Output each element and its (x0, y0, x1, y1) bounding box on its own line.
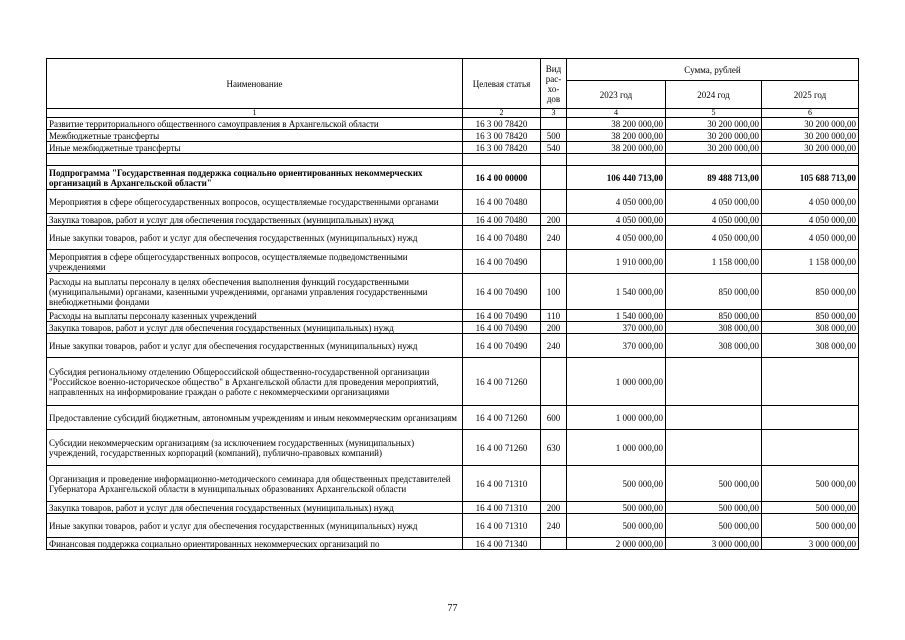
row-vid (541, 118, 567, 130)
row-vid (541, 358, 567, 406)
row-sum-2025 (762, 406, 859, 430)
row-code: 16 4 00 71340 (463, 538, 541, 550)
header-row-1 (47, 59, 859, 81)
table-row (47, 274, 859, 310)
row-name: Иные закупки товаров, работ и услуг для обеспечения государственных (муниципальных) нужд (47, 514, 463, 538)
row-sum-2025: 500 000,00 (762, 502, 859, 514)
row-name: Мероприятия в сфере общегосударственных вопросов, осуществляемые государственными органами (47, 190, 463, 214)
row-sum-2025: 308 000,00 (762, 334, 859, 358)
row-sum-2023: 1 910 000,00 (567, 250, 666, 274)
row-sum-2023: 370 000,00 (567, 334, 666, 358)
row-code: 16 3 00 78420 (463, 118, 541, 130)
row-sum-2023: 4 050 000,00 (567, 190, 666, 214)
row-vid (541, 190, 567, 214)
table-row (47, 514, 859, 538)
table-row (47, 310, 859, 322)
row-sum-2024: 30 200 000,00 (666, 142, 762, 154)
row-sum-2024: 500 000,00 (666, 466, 762, 502)
row-sum-2023: 38 200 000,00 (567, 118, 666, 130)
row-sum-2023: 38 200 000,00 (567, 142, 666, 154)
row-vid: 200 (541, 502, 567, 514)
row-sum-2024: 500 000,00 (666, 514, 762, 538)
row-name: Расходы на выплаты персоналу в целях обеспечения выполнения функций государственными (муниципальными) органами, казенными учреждениями, органами управления государственными внебюджетными фондами (47, 274, 463, 310)
table-row (47, 430, 859, 466)
row-sum-2025 (762, 430, 859, 466)
table-row (47, 358, 859, 406)
spacer-row (47, 154, 859, 166)
row-sum-2023: 1 540 000,00 (567, 274, 666, 310)
row-sum-2024 (666, 430, 762, 466)
col-index: 6 (762, 109, 859, 118)
col-header-vid: Вид рас- хо- дов (541, 59, 567, 109)
row-sum-2023: 370 000,00 (567, 322, 666, 334)
column-index-row (47, 109, 859, 118)
budget-table (46, 58, 859, 550)
table-row (47, 118, 859, 130)
row-sum-2024: 500 000,00 (666, 502, 762, 514)
table-row (47, 250, 859, 274)
col-index: 3 (541, 109, 567, 118)
row-code: 16 4 00 70480 (463, 214, 541, 226)
table-row (47, 466, 859, 502)
row-code: 16 4 00 71310 (463, 466, 541, 502)
row-sum-2025 (762, 358, 859, 406)
row-sum-2025: 850 000,00 (762, 274, 859, 310)
row-sum-2025: 1 158 000,00 (762, 250, 859, 274)
row-sum-2024: 3 000 000,00 (666, 538, 762, 550)
row-vid: 110 (541, 310, 567, 322)
row-name: Закупка товаров, работ и услуг для обеспечения государственных (муниципальных) нужд (47, 214, 463, 226)
row-sum-2024 (666, 358, 762, 406)
row-vid: 240 (541, 514, 567, 538)
row-vid: 100 (541, 274, 567, 310)
row-vid: 240 (541, 226, 567, 250)
row-sum-2024: 308 000,00 (666, 322, 762, 334)
row-name: Иные закупки товаров, работ и услуг для обеспечения государственных (муниципальных) нужд (47, 226, 463, 250)
row-code: 16 3 00 78420 (463, 130, 541, 142)
row-name: Субсидии некоммерческим организациям (за исключением государственных (муниципальных) учреждений, государственных корпораций (компаний), публично-правовых компаний) (47, 430, 463, 466)
table-row (47, 226, 859, 250)
row-sum-2023: 500 000,00 (567, 466, 666, 502)
row-code: 16 4 00 70490 (463, 310, 541, 322)
row-code: 16 4 00 70490 (463, 322, 541, 334)
table-row (47, 334, 859, 358)
row-sum-2024 (666, 406, 762, 430)
row-name: Развитие территориального общественного самоуправления в Архангельской области (47, 118, 463, 130)
row-sum-2023: 2 000 000,00 (567, 538, 666, 550)
row-sum-2024: 850 000,00 (666, 310, 762, 322)
row-sum-2025: 3 000 000,00 (762, 538, 859, 550)
row-code: 16 4 00 71260 (463, 358, 541, 406)
col-index: 2 (463, 109, 541, 118)
row-vid (541, 538, 567, 550)
row-sum-2025: 30 200 000,00 (762, 130, 859, 142)
row-name: Организация и проведение информационно-методического семинара для общественных представителей Губернатора Архангельской области в муниципальных образованиях Архангельской области (47, 466, 463, 502)
row-sum-2025: 500 000,00 (762, 466, 859, 502)
table-row (47, 190, 859, 214)
col-header-target: Целевая статья (463, 59, 541, 109)
row-name: Расходы на выплаты персоналу казенных учреждений (47, 310, 463, 322)
row-sum-2025: 850 000,00 (762, 310, 859, 322)
row-sum-2025: 30 200 000,00 (762, 142, 859, 154)
row-vid (541, 250, 567, 274)
row-vid: 630 (541, 430, 567, 466)
row-sum-2024: 4 050 000,00 (666, 214, 762, 226)
table-row (47, 538, 859, 550)
row-code: 16 4 00 70480 (463, 190, 541, 214)
row-sum-2023: 1 540 000,00 (567, 310, 666, 322)
table-row (47, 142, 859, 154)
row-sum-2024: 308 000,00 (666, 334, 762, 358)
row-vid (541, 166, 567, 190)
row-code: 16 4 00 71260 (463, 430, 541, 466)
row-vid: 200 (541, 214, 567, 226)
col-header-name: Наименование (47, 59, 463, 109)
row-sum-2025: 4 050 000,00 (762, 190, 859, 214)
col-index: 1 (47, 109, 463, 118)
row-vid: 600 (541, 406, 567, 430)
row-sum-2025: 4 050 000,00 (762, 214, 859, 226)
row-code: 16 4 00 70490 (463, 250, 541, 274)
col-header-2025: 2025 год (762, 81, 859, 109)
row-name: Предоставление субсидий бюджетным, автономным учреждениям и иным некоммерческим организациям (47, 406, 463, 430)
row-vid: 540 (541, 142, 567, 154)
table-row (47, 130, 859, 142)
table-row-subprogram (47, 166, 859, 190)
row-name: Закупка товаров, работ и услуг для обеспечения государственных (муниципальных) нужд (47, 502, 463, 514)
row-vid: 200 (541, 322, 567, 334)
row-sum-2023: 106 440 713,00 (567, 166, 666, 190)
col-header-2023: 2023 год (567, 81, 666, 109)
row-name: Финансовая поддержка социально ориентированных некоммерческих организаций по (47, 538, 463, 550)
row-sum-2025: 4 050 000,00 (762, 226, 859, 250)
row-code: 16 3 00 78420 (463, 142, 541, 154)
row-name: Мероприятия в сфере общегосударственных вопросов, осуществляемые подведомственными учреждениями (47, 250, 463, 274)
row-sum-2025: 308 000,00 (762, 322, 859, 334)
row-sum-2025: 105 688 713,00 (762, 166, 859, 190)
row-code: 16 4 00 70490 (463, 334, 541, 358)
row-name: Субсидия региональному отделению Общероссийской общественно-государственной организации "Российское военно-историческое общество" в Архангельской области для проведения мероприятий, направленных на информирование граждан о работе с некоммерческими организациями (47, 358, 463, 406)
row-name: Иные закупки товаров, работ и услуг для обеспечения государственных (муниципальных) нужд (47, 334, 463, 358)
row-sum-2023: 4 050 000,00 (567, 226, 666, 250)
row-sum-2023: 1 000 000,00 (567, 430, 666, 466)
row-code: 16 4 00 70490 (463, 274, 541, 310)
row-code: 16 4 00 70480 (463, 226, 541, 250)
row-code: 16 4 00 71260 (463, 406, 541, 430)
table-row (47, 322, 859, 334)
row-vid: 500 (541, 130, 567, 142)
col-header-2024: 2024 год (666, 81, 762, 109)
row-sum-2024: 4 050 000,00 (666, 226, 762, 250)
row-sum-2024: 850 000,00 (666, 274, 762, 310)
col-index: 4 (567, 109, 666, 118)
row-sum-2023: 500 000,00 (567, 514, 666, 538)
row-name: Иные межбюджетные трансферты (47, 142, 463, 154)
table-row (47, 502, 859, 514)
table-row (47, 406, 859, 430)
row-vid (541, 466, 567, 502)
row-sum-2025: 30 200 000,00 (762, 118, 859, 130)
row-sum-2025: 500 000,00 (762, 514, 859, 538)
table-row (47, 214, 859, 226)
row-name: Подпрограмма "Государственная поддержка социально ориентированных некоммерческих организаций в Архангельской области" (47, 166, 463, 190)
row-sum-2024: 4 050 000,00 (666, 190, 762, 214)
row-code: 16 4 00 71310 (463, 502, 541, 514)
row-sum-2023: 38 200 000,00 (567, 130, 666, 142)
row-sum-2024: 30 200 000,00 (666, 130, 762, 142)
row-sum-2023: 4 050 000,00 (567, 214, 666, 226)
col-index: 5 (666, 109, 762, 118)
row-name: Межбюджетные трансферты (47, 130, 463, 142)
row-code: 16 4 00 00000 (463, 166, 541, 190)
row-sum-2024: 1 158 000,00 (666, 250, 762, 274)
row-sum-2024: 89 488 713,00 (666, 166, 762, 190)
col-header-sum: Сумма, рублей (567, 59, 859, 81)
row-vid: 240 (541, 334, 567, 358)
row-sum-2023: 1 000 000,00 (567, 406, 666, 430)
row-sum-2023: 500 000,00 (567, 502, 666, 514)
page-number: 77 (447, 603, 458, 614)
row-name: Закупка товаров, работ и услуг для обеспечения государственных (муниципальных) нужд (47, 322, 463, 334)
row-code: 16 4 00 71310 (463, 514, 541, 538)
row-sum-2023: 1 000 000,00 (567, 358, 666, 406)
row-sum-2024: 30 200 000,00 (666, 118, 762, 130)
